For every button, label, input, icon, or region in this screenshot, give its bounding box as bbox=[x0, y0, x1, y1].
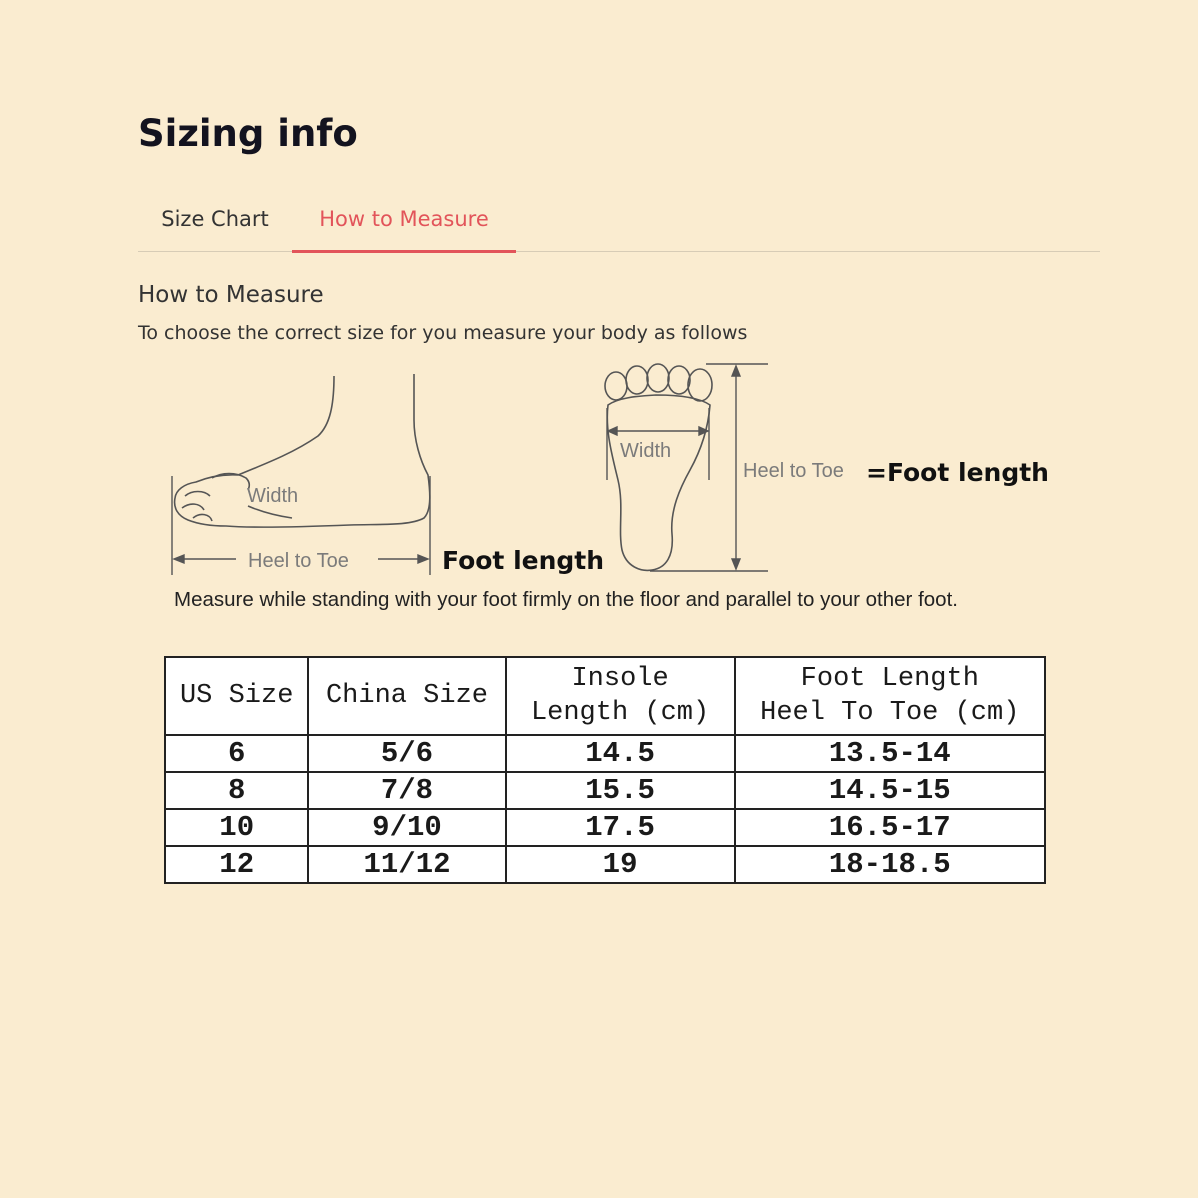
cell-us-size: 6 bbox=[165, 735, 308, 772]
header-foot-length-line1: Foot Length bbox=[800, 664, 979, 694]
side-heel-to-toe-label: Heel to Toe bbox=[248, 550, 349, 572]
header-china-size-text: China Size bbox=[325, 681, 488, 711]
header-insole-length bbox=[506, 657, 735, 735]
foot-side-illustration bbox=[175, 374, 430, 527]
tab-size-chart[interactable]: Size Chart bbox=[161, 207, 269, 231]
tab-how-to-measure[interactable]: How to Measure bbox=[292, 196, 516, 253]
table-row bbox=[165, 809, 1045, 846]
cell-insole-length: 14.5 bbox=[506, 735, 735, 772]
cell-insole-length: 15.5 bbox=[506, 772, 735, 809]
cell-us-size: 12 bbox=[165, 846, 308, 883]
header-foot-length bbox=[735, 657, 1045, 735]
cell-china-size: 11/12 bbox=[308, 846, 505, 883]
header-us-size bbox=[165, 657, 308, 735]
header-insole-line1: Insole bbox=[571, 664, 669, 694]
cell-insole-length: 17.5 bbox=[506, 809, 735, 846]
page-title: Sizing info bbox=[138, 112, 358, 155]
section-heading: How to Measure bbox=[138, 282, 324, 308]
section-description: To choose the correct size for you measure your body as follows bbox=[138, 322, 748, 344]
table-header-row bbox=[165, 657, 1045, 735]
cell-foot-length: 18-18.5 bbox=[735, 846, 1045, 883]
cell-china-size: 5/6 bbox=[308, 735, 505, 772]
cell-foot-length: 14.5-15 bbox=[735, 772, 1045, 809]
side-width-label: Width bbox=[247, 485, 299, 507]
cell-china-size: 7/8 bbox=[308, 772, 505, 809]
cell-china-size: 9/10 bbox=[308, 809, 505, 846]
header-insole-line2: Length (cm) bbox=[530, 698, 710, 728]
sole-foot-length-label: =Foot length bbox=[866, 458, 1049, 487]
table-row bbox=[165, 735, 1045, 772]
table-row bbox=[165, 772, 1045, 809]
cell-us-size: 10 bbox=[165, 809, 308, 846]
sole-heel-to-toe-label: Heel to Toe bbox=[743, 460, 844, 482]
cell-us-size: 8 bbox=[165, 772, 308, 809]
sole-width-label: Width bbox=[620, 440, 672, 462]
size-table bbox=[164, 656, 1046, 884]
measure-note: Measure while standing with your foot firmly on the floor and parallel to your other foot. bbox=[174, 588, 958, 611]
side-foot-length-label: Foot length bbox=[442, 546, 605, 575]
header-china-size bbox=[308, 657, 505, 735]
foot-sole-illustration bbox=[605, 364, 712, 570]
cell-foot-length: 13.5-14 bbox=[735, 735, 1045, 772]
header-us-size-text: US Size bbox=[179, 681, 294, 711]
table-row bbox=[165, 846, 1045, 883]
header-foot-length-line2: Heel To Toe (cm) bbox=[760, 698, 1020, 728]
cell-insole-length: 19 bbox=[506, 846, 735, 883]
cell-foot-length: 16.5-17 bbox=[735, 809, 1045, 846]
